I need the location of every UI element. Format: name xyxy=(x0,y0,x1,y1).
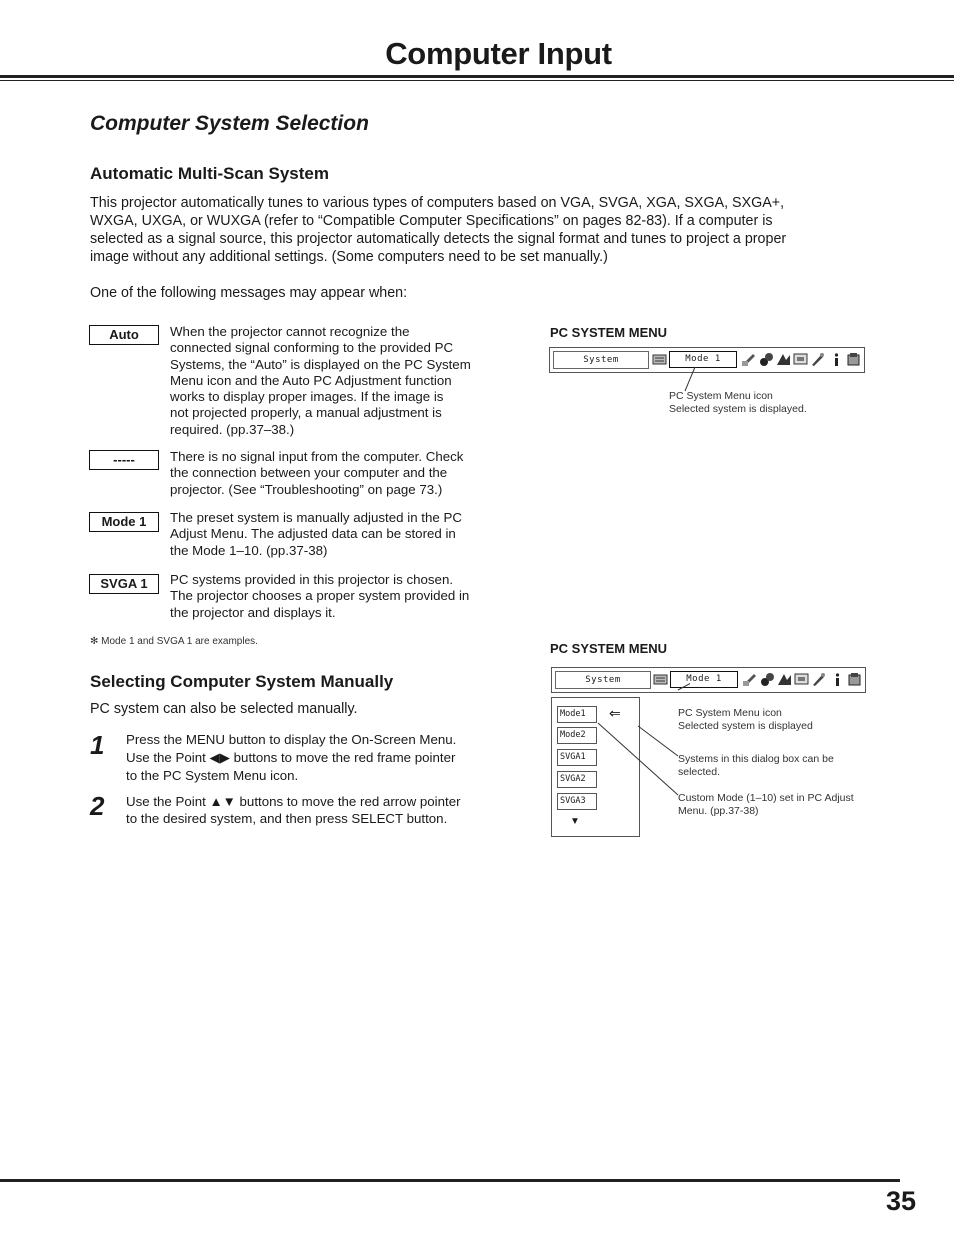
step-line: Use the Point ▲▼ buttons to move the red arrow pointer xyxy=(126,794,461,809)
step-number: 2 xyxy=(90,791,105,821)
image-adjust-icon xyxy=(777,672,792,687)
svga1-description xyxy=(170,572,500,621)
caption-line: PC System Menu icon xyxy=(678,707,782,719)
caption-line: selected. xyxy=(678,766,721,778)
description-line: Adjust Menu. The adjusted data can be stored in xyxy=(170,526,456,542)
description-line: projector. (See “Troubleshooting” on page 73.) xyxy=(170,481,443,497)
description-line: connected signal conforming to the provided PC xyxy=(170,340,454,356)
caption-line: Custom Mode (1–10) set in PC Adjust xyxy=(678,792,854,804)
description-line: the connection between your computer and the xyxy=(170,465,448,481)
menu2-heading: PC SYSTEM MENU xyxy=(550,641,668,656)
menu2-system-label: System xyxy=(555,671,651,689)
screen-icon xyxy=(793,352,808,367)
auto-description xyxy=(170,324,500,438)
setting-icon xyxy=(810,352,825,367)
menu2-callout-lines xyxy=(590,680,690,800)
dialog-item-mode1[interactable]: Mode1 xyxy=(557,706,597,723)
menu2-caption-icon xyxy=(678,707,813,733)
step-number: 1 xyxy=(90,730,105,760)
description-line: the projector and displays it. xyxy=(170,604,336,620)
manual-intro: PC system can also be selected manually. xyxy=(90,701,358,717)
messages-intro: One of the following messages may appear when: xyxy=(90,285,408,301)
caption-line: Selected system is displayed. xyxy=(669,403,807,415)
step-2-text xyxy=(126,793,506,827)
menu1-menubar xyxy=(549,347,865,373)
page-number: 35 xyxy=(885,1186,916,1216)
paragraph-line: This projector automatically tunes to various types of computers based on VGA, SVGA, XGA, SXGA, SXGA+, xyxy=(90,195,785,211)
caption-line: Systems in this dialog box can be xyxy=(678,753,834,765)
description-line: Menu icon and the Auto PC Adjustment function xyxy=(170,372,452,388)
caption-line: Selected system is displayed xyxy=(678,720,813,732)
section-title: Computer System Selection xyxy=(90,112,369,135)
red-arrow-pointer-icon: ⇐ xyxy=(609,705,621,721)
page-title: Computer Input xyxy=(385,36,612,71)
menu1-caption xyxy=(669,390,807,416)
description-line: not projected properly, a manual adjustment is xyxy=(170,405,442,421)
footnote: ✻ Mode 1 and SVGA 1 are examples. xyxy=(90,636,258,647)
description-line: The projector chooses a proper system provided in xyxy=(170,588,470,604)
description-line: When the projector cannot recognize the xyxy=(170,324,410,339)
manual-heading: Selecting Computer System Manually xyxy=(90,672,394,691)
dialog-item-svga2[interactable]: SVGA2 xyxy=(557,771,597,788)
info-icon xyxy=(829,352,844,367)
menu2-mode-label: Mode 1 xyxy=(670,671,738,688)
mode1-tag: Mode 1 xyxy=(89,512,159,532)
header-rule-thin xyxy=(0,80,954,81)
lamp-icon xyxy=(846,352,861,367)
no-signal-description xyxy=(170,449,500,498)
image-select-icon xyxy=(759,352,774,367)
caption-line: PC System Menu icon xyxy=(669,390,773,402)
svga1-tag: SVGA 1 xyxy=(89,574,159,594)
menu2-caption-custom xyxy=(678,792,854,818)
image-select-icon xyxy=(760,672,775,687)
step-1-text xyxy=(126,731,506,785)
menu1-system-label: System xyxy=(553,351,649,369)
auto-tag: Auto xyxy=(89,325,159,345)
mode1-description xyxy=(170,510,500,559)
description-line: PC systems provided in this projector is chosen. xyxy=(170,572,454,587)
screen-icon xyxy=(794,672,809,687)
description-line: There is no signal input from the computer. Check xyxy=(170,449,464,464)
info-icon xyxy=(830,672,845,687)
description-line: Systems, the “Auto” is displayed on the PC System xyxy=(170,356,471,372)
scroll-down-icon[interactable]: ▼ xyxy=(570,816,580,827)
paragraph-line: selected as a signal source, this projector automatically detects the signal format and tunes to project a proper xyxy=(90,231,787,247)
setting-icon xyxy=(811,672,826,687)
dialog-item-svga1[interactable]: SVGA1 xyxy=(557,749,597,766)
description-line: The preset system is manually adjusted in the PC xyxy=(170,510,462,525)
paragraph-line: image without any additional settings. (Some computers need to be set manually.) xyxy=(90,249,608,265)
auto-scan-paragraph xyxy=(90,194,870,266)
step-line: to the PC System Menu icon. xyxy=(126,768,299,783)
pc-adjust-icon xyxy=(742,672,757,687)
caption-line: Menu. (pp.37-38) xyxy=(678,805,759,817)
step-line: Press the MENU button to display the On-Screen Menu. xyxy=(126,732,457,747)
description-line: works to display proper images. If the image is xyxy=(170,389,444,405)
pc-adjust-icon xyxy=(741,352,756,367)
no-signal-tag: ----- xyxy=(89,450,159,470)
dialog-item-mode2[interactable]: Mode2 xyxy=(557,727,597,744)
dialog-item-svga3[interactable]: SVGA3 xyxy=(557,793,597,810)
lamp-icon xyxy=(847,672,862,687)
paragraph-line: WXGA, UXGA, or WUXGA (refer to “Compatible Computer Specifications” on pages 82-83). If a computer is xyxy=(90,213,773,229)
step-line: to the desired system, and then press SELECT button. xyxy=(126,811,448,826)
footer-rule xyxy=(0,1179,900,1182)
image-adjust-icon xyxy=(776,352,791,367)
menu2-caption-dialog xyxy=(678,753,834,779)
step-line: Use the Point ◀▶ buttons to move the red frame pointer xyxy=(126,750,456,765)
auto-scan-heading: Automatic Multi-Scan System xyxy=(90,164,329,183)
menu1-heading: PC SYSTEM MENU xyxy=(550,325,668,340)
pc-system-icon xyxy=(652,352,667,367)
menu1-mode-label: Mode 1 xyxy=(669,351,737,368)
header-rule xyxy=(0,75,954,78)
description-line: required. (pp.37–38.) xyxy=(170,421,295,437)
description-line: the Mode 1–10. (pp.37-38) xyxy=(170,542,328,558)
